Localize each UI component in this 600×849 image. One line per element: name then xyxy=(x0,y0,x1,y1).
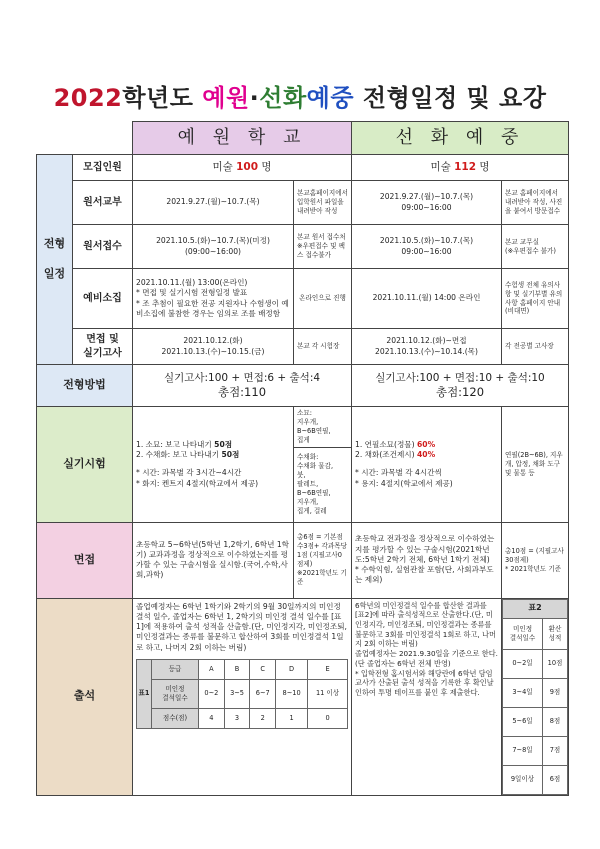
score-cell: 2 xyxy=(250,708,276,728)
t2-days-cell: 9일이상 xyxy=(503,765,543,794)
yewon-exam-note: 본교 각 시험장 xyxy=(294,329,352,365)
sunhwa-attendance: 6학년의 미인정결석 일수를 합산한 결과를 [표2]에 따라 출석성적으로 산출한다.(단, 미인정지각, 미인정조퇴, 미인정결과는 종류를 불문하고 3회를 미인정결석 1회로 하고, 나머지 2회 이하는 버림) 졸업예정자는 2021.9.30일을 기준으로 한다.(단 졸업자는 6학년 전체 반영) * 입학전형 홈시험서와 해당란에 6학년 담임교사가 산출된 출석 성적을 기록한 후 확인날인하여 투명 테이프를 붙인 후 제출한다. xyxy=(352,598,502,795)
yewon-practical: 1. 소묘: 보고 나타내기 50점 2. 수채화: 보고 나타내기 50점 * 시간: 과목별 각 3시간~4시간 * 화지: 켄트지 4절지(학교에서 제공) xyxy=(133,407,294,523)
yewon-material-watercolor: 수채화: 수채화 물감, 붓, 팔레트, B~6B연필, 지우개, 집게, 걸레 xyxy=(294,447,352,522)
yewon-header: 예 원 학 교 xyxy=(133,122,352,155)
admission-table xyxy=(36,121,569,796)
t2-days-cell: 7~8일 xyxy=(503,736,543,765)
days-cell: 6~7 xyxy=(250,679,276,708)
sunhwa-header: 선 화 예 중 xyxy=(352,122,569,155)
days-cell: 0~2 xyxy=(199,679,225,708)
grade-cell: B xyxy=(224,659,250,679)
table2-label: 표2 xyxy=(503,599,568,618)
table1 xyxy=(136,659,348,729)
t2-days-cell: 5~6일 xyxy=(503,707,543,736)
attendance-label: 출석 xyxy=(37,598,133,795)
table1-head: 등급 xyxy=(152,659,199,679)
yewon-apply-note: 본교 원서 접수처 ※우편접수 및 팩스 접수불가 xyxy=(294,225,352,269)
table1-score-head: 점수(점) xyxy=(152,708,199,728)
apply-label: 원서접수 xyxy=(73,225,133,269)
days-cell: 3~5 xyxy=(224,679,250,708)
schedule-label: 전형 일정 xyxy=(37,155,73,365)
sunhwa-prelim-date: 2021.10.11.(월) 14:00 온라인 xyxy=(352,269,502,329)
sunhwa-recruit: 미술 112 명 xyxy=(352,155,569,181)
yewon-prelim-note: 온라인으로 진행 xyxy=(294,269,352,329)
t2-days-cell: 3~4일 xyxy=(503,678,543,707)
table2-cell xyxy=(502,598,569,795)
t2-score-cell: 10점 xyxy=(543,649,568,678)
days-cell: 8~10 xyxy=(276,679,308,708)
score-cell: 1 xyxy=(276,708,308,728)
method-label: 전형방법 xyxy=(37,365,133,407)
t2-score-cell: 6점 xyxy=(543,765,568,794)
sunhwa-exam-date: 2021.10.12.(화)~면접 2021.10.13.(수)~10.14.(목) xyxy=(352,329,502,365)
sunhwa-apply-date: 2021.10.5.(화)~10.7.(목) 09:00~16:00 xyxy=(352,225,502,269)
practical-label: 실기시험 xyxy=(37,407,133,523)
grade-cell: E xyxy=(308,659,348,679)
table1-days-head: 미인정 결석일수 xyxy=(152,679,199,708)
sunhwa-prelim-note: 수험생 전체 유의사항 및 실기부별 유의사항 홈페이지 안내(비대면) xyxy=(502,269,569,329)
yewon-recruit: 미술 100 명 xyxy=(133,155,352,181)
table2 xyxy=(502,599,568,795)
yewon-exam-date: 2021.10.12.(화) 2021.10.13.(수)~10.15.(금) xyxy=(133,329,294,365)
page-title: 2022학년도 예원·선화예중 전형일정 및 요강 xyxy=(53,84,547,112)
yewon-interview-note: 총6점 = 기본점수3점+ 각과목당 1점 (지필고사0점제) ※2021학년도 기준 xyxy=(294,522,352,598)
sunhwa-material: 연필(2B~6B), 지우개, 압정, 채화 도구 및 물통 등 xyxy=(502,407,569,523)
t2-score-cell: 9점 xyxy=(543,678,568,707)
table2-head-score: 환산 성적 xyxy=(543,618,568,649)
exam-label: 면접 및 실기고사 xyxy=(73,329,133,365)
recruit-label: 모집인원 xyxy=(73,155,133,181)
yewon-attendance-text: 졸업예정자는 6학년 1학기와 2학기의 9월 30일까지의 미인정결석 일수, 졸업자는 6학년 1, 2학기의 미인정 결석 일수를 [표1]에 적용하여 출석 성적을 산출함.(단, 미인정지각, 미인정조퇴, 미인정결과는 종류를 불문하고 합산하여 3회를 미인정결석 1일로 하고, 나머지 2회 이하는 버림) xyxy=(136,601,347,652)
yewon-material-drawing: 소묘: 지우개, B~6B연필, 집게 xyxy=(294,407,352,448)
yewon-form-date: 2021.9.27.(월)~10.7.(목) xyxy=(133,181,294,225)
sunhwa-form-date: 2021.9.27.(월)~10.7.(목) 09:00~16:00 xyxy=(352,181,502,225)
form-label: 원서교부 xyxy=(73,181,133,225)
t2-score-cell: 7점 xyxy=(543,736,568,765)
sunhwa-interview-note: 총10점 = (지필고사 30점제) * 2021학년도 기준 xyxy=(502,522,569,598)
yewon-apply-date: 2021.10.5.(화)~10.7.(목)(미정) (09:00~16:00) xyxy=(133,225,294,269)
sunhwa-method: 실기고사:100 + 면접:10 + 출석:10 총점:120 xyxy=(352,365,569,407)
yewon-form-note: 본교홈페이지에서 입학원서 파일을 내려받아 작성 xyxy=(294,181,352,225)
sunhwa-apply-note: 본교 교무실 (※우편접수 불가) xyxy=(502,225,569,269)
t2-days-cell: 0~2일 xyxy=(503,649,543,678)
sunhwa-practical: 1. 연필소묘(정물) 60% 2. 채화(조건제시) 40% * 시간: 과목별 각 4시간씩 * 용지: 4절지(학교에서 제공) xyxy=(352,407,502,523)
score-cell: 3 xyxy=(224,708,250,728)
score-cell: 4 xyxy=(199,708,225,728)
table1-label: 표1 xyxy=(137,659,152,728)
grade-cell: D xyxy=(276,659,308,679)
prelim-label: 예비소집 xyxy=(73,269,133,329)
yewon-prelim-date: 2021.10.11.(월) 13:00(온라인) * 면접 및 실기시험 전형일정 발표 * 조 추첨이 필요한 전공 지원자나 수험생이 예비소집에 불참한 경우는 임의로 조를 배정함 xyxy=(133,269,294,329)
sunhwa-form-note: 본교 홈페이지에서 내려받아 작성, 사진을 붙여서 방문접수 xyxy=(502,181,569,225)
yewon-interview: 초등학교 5~6학년(5학년 1,2학기, 6학년 1학기) 교과과정을 정상적으로 이수하였는지를 평가할 수 있는 구술시험을 실시함.(국어,수학,사회,과학) xyxy=(133,522,294,598)
interview-label: 면접 xyxy=(37,522,133,598)
t2-score-cell: 8점 xyxy=(543,707,568,736)
grade-cell: C xyxy=(250,659,276,679)
days-cell: 11 이상 xyxy=(308,679,348,708)
yewon-method: 실기고사:100 + 면접:6 + 출석:4 총점:110 xyxy=(133,365,352,407)
table2-head-days: 미인정 결석일수 xyxy=(503,618,543,649)
sunhwa-exam-note: 각 전공별 고사장 xyxy=(502,329,569,365)
sunhwa-interview: 초등학교 전과정을 정상적으로 이수하였는지를 평가할 수 있는 구술시험(2021학년도:5학년 2학기 전체, 6학년 1학기 전체) * 수학익힘, 실험관찰 포함(단, 사회과부도는 제외) xyxy=(352,522,502,598)
grade-cell: A xyxy=(199,659,225,679)
score-cell: 0 xyxy=(308,708,348,728)
yewon-attendance xyxy=(133,598,352,795)
